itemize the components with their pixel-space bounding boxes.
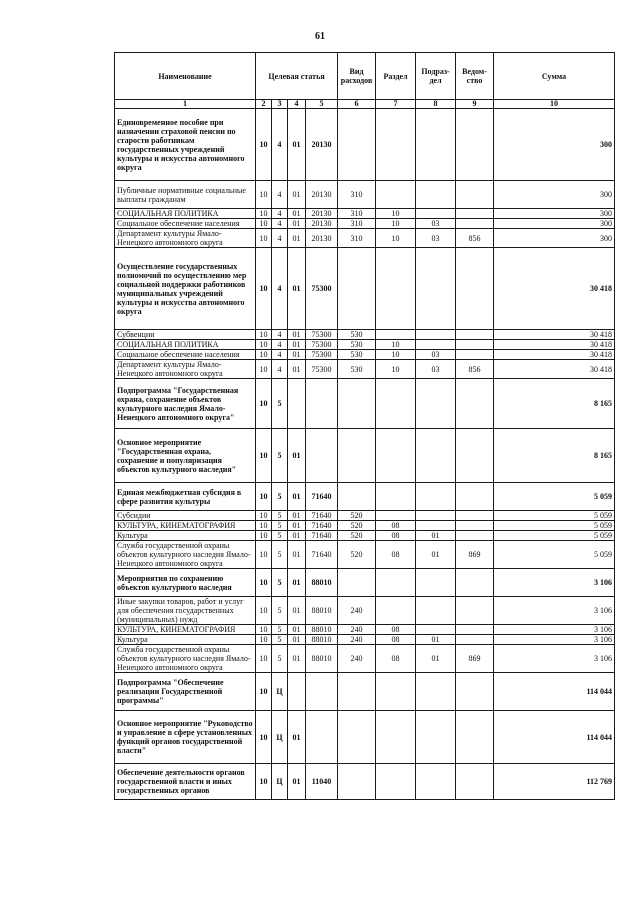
department xyxy=(456,109,494,181)
expense-type: 310 xyxy=(338,229,376,248)
amount: 3 106 xyxy=(494,635,615,645)
department: 856 xyxy=(456,229,494,248)
row-name: КУЛЬТУРА, КИНЕМАТОГРАФИЯ xyxy=(115,625,256,635)
amount: 300 xyxy=(494,109,615,181)
target-code: 75300 xyxy=(306,330,338,340)
target-code: 88010 xyxy=(306,569,338,597)
expense-type xyxy=(338,711,376,764)
target-code: 88010 xyxy=(306,645,338,673)
target-code: 20130 xyxy=(306,209,338,219)
amount: 30 418 xyxy=(494,330,615,340)
target-c3: 01 xyxy=(288,483,306,511)
target-c3: 01 xyxy=(288,248,306,330)
department xyxy=(456,429,494,483)
target-c2: 5 xyxy=(272,379,288,429)
table-row xyxy=(115,483,615,511)
amount: 8 165 xyxy=(494,379,615,429)
expense-type: 520 xyxy=(338,521,376,531)
column-number: 1 xyxy=(115,100,256,109)
subsection: 01 xyxy=(416,531,456,541)
table-row xyxy=(115,597,615,625)
expense-type: 240 xyxy=(338,597,376,625)
section: 10 xyxy=(376,209,416,219)
target-c2: 4 xyxy=(272,248,288,330)
subsection xyxy=(416,625,456,635)
expense-type xyxy=(338,764,376,800)
header-expense-type: Вид расходов xyxy=(338,53,376,100)
subsection xyxy=(416,379,456,429)
target-c1: 10 xyxy=(256,109,272,181)
section xyxy=(376,483,416,511)
target-code: 71640 xyxy=(306,511,338,521)
row-name: Обеспечение деятельности органов государственной власти и иных государственных органов xyxy=(115,764,256,800)
amount: 30 418 xyxy=(494,350,615,360)
amount: 112 769 xyxy=(494,764,615,800)
amount: 30 418 xyxy=(494,248,615,330)
subsection: 01 xyxy=(416,645,456,673)
expense-type: 520 xyxy=(338,531,376,541)
expense-type xyxy=(338,569,376,597)
column-number: 7 xyxy=(376,100,416,109)
target-c1: 10 xyxy=(256,360,272,379)
subsection xyxy=(416,483,456,511)
amount: 30 418 xyxy=(494,360,615,379)
subsection: 03 xyxy=(416,360,456,379)
subsection xyxy=(416,330,456,340)
target-code: 88010 xyxy=(306,597,338,625)
amount: 5 059 xyxy=(494,521,615,531)
target-code: 88010 xyxy=(306,625,338,635)
department xyxy=(456,673,494,711)
table-row xyxy=(115,635,615,645)
amount: 5 059 xyxy=(494,541,615,569)
table-row xyxy=(115,429,615,483)
column-number-row xyxy=(115,100,615,109)
row-name: Культура xyxy=(115,635,256,645)
table-row xyxy=(115,511,615,521)
row-name: Служба государственной охраны объектов культурного наследия Ямало-Ненецкого автономного округа xyxy=(115,645,256,673)
subsection: 01 xyxy=(416,635,456,645)
target-c3: 01 xyxy=(288,597,306,625)
section: 10 xyxy=(376,219,416,229)
target-code: 20130 xyxy=(306,181,338,209)
section xyxy=(376,511,416,521)
section xyxy=(376,569,416,597)
amount: 5 059 xyxy=(494,511,615,521)
amount: 3 106 xyxy=(494,569,615,597)
target-c2: 5 xyxy=(272,429,288,483)
target-code: 75300 xyxy=(306,350,338,360)
amount: 5 059 xyxy=(494,483,615,511)
row-name: СОЦИАЛЬНАЯ ПОЛИТИКА xyxy=(115,340,256,350)
header-amount: Сумма xyxy=(494,53,615,100)
table-row xyxy=(115,711,615,764)
amount: 114 044 xyxy=(494,711,615,764)
department xyxy=(456,350,494,360)
target-c1: 10 xyxy=(256,181,272,209)
target-code: 20130 xyxy=(306,109,338,181)
target-c2: 5 xyxy=(272,531,288,541)
column-number: 10 xyxy=(494,100,615,109)
target-c1: 10 xyxy=(256,597,272,625)
target-c1: 10 xyxy=(256,219,272,229)
table-row xyxy=(115,625,615,635)
section: 08 xyxy=(376,531,416,541)
target-code: 71640 xyxy=(306,531,338,541)
section xyxy=(376,429,416,483)
department: 869 xyxy=(456,645,494,673)
department xyxy=(456,330,494,340)
subsection xyxy=(416,673,456,711)
table-row xyxy=(115,531,615,541)
subsection: 03 xyxy=(416,229,456,248)
section xyxy=(376,330,416,340)
row-name: Единая межбюджетная субсидия в сфере развития культуры xyxy=(115,483,256,511)
target-c2: 5 xyxy=(272,541,288,569)
target-c3: 01 xyxy=(288,711,306,764)
row-name: Социальное обеспечение населения xyxy=(115,350,256,360)
subsection: 03 xyxy=(416,219,456,229)
row-name: Осуществление государственных полномочий по осуществлению мер социальной поддержки работников муниципальных учреждений культуры и искусства автономного округа xyxy=(115,248,256,330)
expense-type: 310 xyxy=(338,181,376,209)
target-c2: 4 xyxy=(272,330,288,340)
target-code: 71640 xyxy=(306,521,338,531)
target-c1: 10 xyxy=(256,248,272,330)
target-code: 75300 xyxy=(306,340,338,350)
target-code xyxy=(306,379,338,429)
target-c3: 01 xyxy=(288,229,306,248)
target-c2: Ц xyxy=(272,673,288,711)
amount: 8 165 xyxy=(494,429,615,483)
table-body xyxy=(115,109,615,800)
target-c2: Ц xyxy=(272,711,288,764)
target-c3: 01 xyxy=(288,219,306,229)
target-c1: 10 xyxy=(256,340,272,350)
target-code: 75300 xyxy=(306,360,338,379)
subsection xyxy=(416,569,456,597)
target-c2: 5 xyxy=(272,511,288,521)
target-c3 xyxy=(288,673,306,711)
department xyxy=(456,248,494,330)
target-c3: 01 xyxy=(288,350,306,360)
page-number: 61 xyxy=(315,31,325,42)
expense-type xyxy=(338,429,376,483)
row-name: Департамент культуры Ямало-Ненецкого автономного округа xyxy=(115,229,256,248)
row-name: Служба государственной охраны объектов культурного наследия Ямало-Ненецкого автономного округа xyxy=(115,541,256,569)
subsection xyxy=(416,764,456,800)
section xyxy=(376,673,416,711)
target-c1: 10 xyxy=(256,483,272,511)
column-number: 6 xyxy=(338,100,376,109)
table-row xyxy=(115,209,615,219)
expense-type: 310 xyxy=(338,219,376,229)
column-number: 3 xyxy=(272,100,288,109)
target-c2: 5 xyxy=(272,569,288,597)
table-row xyxy=(115,541,615,569)
expense-type: 530 xyxy=(338,330,376,340)
target-c3: 01 xyxy=(288,541,306,569)
section xyxy=(376,181,416,209)
subsection xyxy=(416,340,456,350)
expense-type xyxy=(338,109,376,181)
row-name: Подпрограмма "Обеспечение реализации Государственной программы" xyxy=(115,673,256,711)
amount: 30 418 xyxy=(494,340,615,350)
department xyxy=(456,483,494,511)
table-row xyxy=(115,248,615,330)
subsection xyxy=(416,209,456,219)
expense-type: 520 xyxy=(338,541,376,569)
target-c3: 01 xyxy=(288,645,306,673)
section xyxy=(376,379,416,429)
department xyxy=(456,711,494,764)
target-c3: 01 xyxy=(288,360,306,379)
target-c2: 5 xyxy=(272,521,288,531)
target-c1: 10 xyxy=(256,541,272,569)
section xyxy=(376,764,416,800)
section: 08 xyxy=(376,625,416,635)
row-name: Департамент культуры Ямало-Ненецкого автономного округа xyxy=(115,360,256,379)
department xyxy=(456,379,494,429)
table-row xyxy=(115,379,615,429)
expense-type: 310 xyxy=(338,209,376,219)
department: 869 xyxy=(456,541,494,569)
target-c3: 01 xyxy=(288,429,306,483)
expense-type xyxy=(338,248,376,330)
target-c2: 4 xyxy=(272,360,288,379)
row-name: Иные закупки товаров, работ и услуг для обеспечения государственных (муниципальных) нужд xyxy=(115,597,256,625)
table-row xyxy=(115,219,615,229)
department xyxy=(456,597,494,625)
section xyxy=(376,109,416,181)
expense-type: 240 xyxy=(338,645,376,673)
table-row xyxy=(115,109,615,181)
target-c2: 5 xyxy=(272,635,288,645)
department xyxy=(456,219,494,229)
header-section: Раздел xyxy=(376,53,416,100)
row-name: Подпрограмма "Государственная охрана, сохранение объектов культурного наследия Ямало-Ненецкого автономного округа" xyxy=(115,379,256,429)
section xyxy=(376,248,416,330)
expense-type xyxy=(338,483,376,511)
table-row xyxy=(115,764,615,800)
target-code xyxy=(306,711,338,764)
target-code: 71640 xyxy=(306,483,338,511)
row-name: Субвенции xyxy=(115,330,256,340)
amount: 300 xyxy=(494,181,615,209)
target-c3: 01 xyxy=(288,531,306,541)
department xyxy=(456,521,494,531)
expense-type xyxy=(338,379,376,429)
subsection xyxy=(416,429,456,483)
header-department: Ведом-ство xyxy=(456,53,494,100)
department xyxy=(456,209,494,219)
target-c2: 5 xyxy=(272,625,288,635)
subsection: 01 xyxy=(416,541,456,569)
subsection xyxy=(416,597,456,625)
target-code: 11040 xyxy=(306,764,338,800)
table-row xyxy=(115,360,615,379)
expense-type: 240 xyxy=(338,625,376,635)
target-c3: 01 xyxy=(288,340,306,350)
section: 08 xyxy=(376,521,416,531)
department xyxy=(456,635,494,645)
subsection xyxy=(416,248,456,330)
expense-type: 530 xyxy=(338,350,376,360)
table-row xyxy=(115,673,615,711)
target-c2: 4 xyxy=(272,340,288,350)
target-c1: 10 xyxy=(256,429,272,483)
department: 856 xyxy=(456,360,494,379)
header-subsection: Подраз-дел xyxy=(416,53,456,100)
target-c3: 01 xyxy=(288,511,306,521)
section: 10 xyxy=(376,340,416,350)
table-row xyxy=(115,521,615,531)
column-number: 9 xyxy=(456,100,494,109)
target-code: 75300 xyxy=(306,248,338,330)
target-code xyxy=(306,673,338,711)
section: 08 xyxy=(376,635,416,645)
column-number: 2 xyxy=(256,100,272,109)
target-c3: 01 xyxy=(288,330,306,340)
section: 10 xyxy=(376,350,416,360)
target-c2: 5 xyxy=(272,483,288,511)
column-number: 4 xyxy=(288,100,306,109)
target-c1: 10 xyxy=(256,330,272,340)
target-code: 20130 xyxy=(306,229,338,248)
target-c2: 4 xyxy=(272,229,288,248)
target-c1: 10 xyxy=(256,511,272,521)
header-row xyxy=(115,53,615,100)
department xyxy=(456,569,494,597)
section: 10 xyxy=(376,360,416,379)
target-c3: 01 xyxy=(288,764,306,800)
expense-type xyxy=(338,673,376,711)
column-number: 5 xyxy=(306,100,338,109)
amount: 114 044 xyxy=(494,673,615,711)
header-target-article: Целевая статья xyxy=(256,53,338,100)
subsection xyxy=(416,711,456,764)
table-row xyxy=(115,350,615,360)
section: 10 xyxy=(376,229,416,248)
target-code: 88010 xyxy=(306,635,338,645)
amount: 3 106 xyxy=(494,597,615,625)
target-c1: 10 xyxy=(256,673,272,711)
target-c2: 4 xyxy=(272,350,288,360)
expense-type: 530 xyxy=(338,340,376,350)
target-code: 71640 xyxy=(306,541,338,569)
table-row xyxy=(115,229,615,248)
header-name: Наименование xyxy=(115,53,256,100)
target-c3: 01 xyxy=(288,569,306,597)
target-c3: 01 xyxy=(288,209,306,219)
row-name: Культура xyxy=(115,531,256,541)
target-c2: 4 xyxy=(272,219,288,229)
department xyxy=(456,764,494,800)
column-number: 8 xyxy=(416,100,456,109)
table-row xyxy=(115,645,615,673)
target-c2: 4 xyxy=(272,181,288,209)
amount: 300 xyxy=(494,229,615,248)
department xyxy=(456,340,494,350)
expense-type: 240 xyxy=(338,635,376,645)
amount: 3 106 xyxy=(494,645,615,673)
row-name: Основное мероприятие "Государственная охрана, сохранение и популяризация объектов культурного наследия" xyxy=(115,429,256,483)
row-name: КУЛЬТУРА, КИНЕМАТОГРАФИЯ xyxy=(115,521,256,531)
target-c1: 10 xyxy=(256,229,272,248)
section xyxy=(376,597,416,625)
amount: 3 106 xyxy=(494,625,615,635)
target-code xyxy=(306,429,338,483)
target-c1: 10 xyxy=(256,711,272,764)
subsection: 03 xyxy=(416,350,456,360)
target-c1: 10 xyxy=(256,764,272,800)
section: 08 xyxy=(376,541,416,569)
department xyxy=(456,625,494,635)
row-name: Субсидии xyxy=(115,511,256,521)
subsection xyxy=(416,109,456,181)
target-c2: 5 xyxy=(272,597,288,625)
row-name: Единовременное пособие при назначении страховой пенсии по старости работникам государственных учреждений культуры и искусства автономного округа xyxy=(115,109,256,181)
amount: 5 059 xyxy=(494,531,615,541)
target-c1: 10 xyxy=(256,645,272,673)
target-code: 20130 xyxy=(306,219,338,229)
target-c3: 01 xyxy=(288,521,306,531)
target-c3: 01 xyxy=(288,635,306,645)
table-row xyxy=(115,340,615,350)
target-c1: 10 xyxy=(256,350,272,360)
row-name: Мероприятия по сохранению объектов культурного наследия xyxy=(115,569,256,597)
expense-type: 530 xyxy=(338,360,376,379)
target-c2: 5 xyxy=(272,645,288,673)
target-c3: 01 xyxy=(288,109,306,181)
target-c1: 10 xyxy=(256,569,272,597)
target-c1: 10 xyxy=(256,635,272,645)
target-c3: 01 xyxy=(288,181,306,209)
department xyxy=(456,181,494,209)
budget-table xyxy=(114,52,615,800)
amount: 300 xyxy=(494,209,615,219)
target-c3: 01 xyxy=(288,625,306,635)
section: 08 xyxy=(376,645,416,673)
target-c1: 10 xyxy=(256,379,272,429)
department xyxy=(456,511,494,521)
expense-type: 520 xyxy=(338,511,376,521)
table-row xyxy=(115,181,615,209)
table-row xyxy=(115,330,615,340)
subsection xyxy=(416,181,456,209)
section xyxy=(376,711,416,764)
target-c3 xyxy=(288,379,306,429)
amount: 300 xyxy=(494,219,615,229)
row-name: СОЦИАЛЬНАЯ ПОЛИТИКА xyxy=(115,209,256,219)
target-c1: 10 xyxy=(256,521,272,531)
subsection xyxy=(416,511,456,521)
target-c1: 10 xyxy=(256,531,272,541)
target-c2: 4 xyxy=(272,109,288,181)
target-c1: 10 xyxy=(256,209,272,219)
department xyxy=(456,531,494,541)
subsection xyxy=(416,521,456,531)
target-c2: 4 xyxy=(272,209,288,219)
row-name: Социальное обеспечение населения xyxy=(115,219,256,229)
target-c2: Ц xyxy=(272,764,288,800)
target-c1: 10 xyxy=(256,625,272,635)
row-name: Публичные нормативные социальные выплаты гражданам xyxy=(115,181,256,209)
row-name: Основное мероприятие "Руководство и управление в сфере установленных функций органов государственной власти" xyxy=(115,711,256,764)
table-row xyxy=(115,569,615,597)
